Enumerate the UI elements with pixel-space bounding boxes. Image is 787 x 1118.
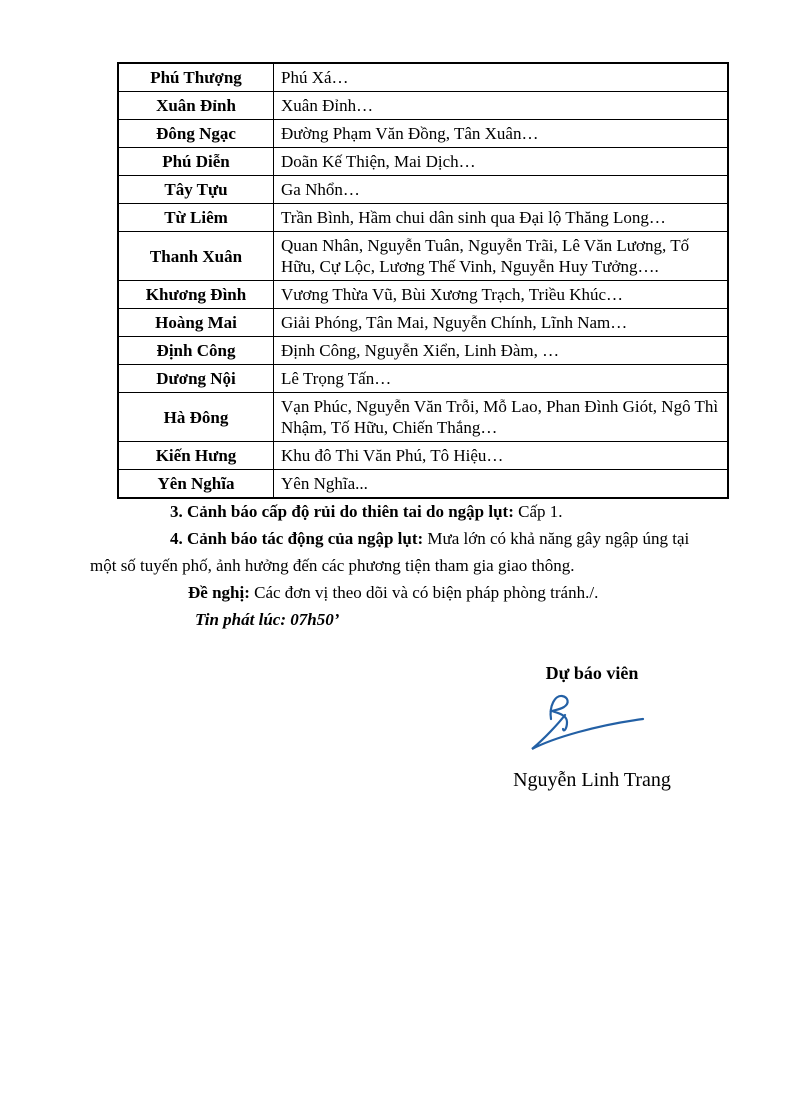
table-row: [118, 470, 728, 499]
table-row: [118, 92, 728, 120]
signer-role: Dự báo viên: [545, 663, 639, 683]
streets-cell: Xuân Đỉnh…: [274, 92, 729, 120]
district-cell: Thanh Xuân: [118, 232, 274, 281]
issued-time-line: [90, 606, 706, 633]
district-cell: Hà Đông: [118, 393, 274, 442]
streets-cell: Đường Phạm Văn Đồng, Tân Xuân…: [274, 120, 729, 148]
impact-paragraph: [90, 525, 706, 579]
table-row: [118, 204, 728, 232]
handwritten-signature-icon: [495, 688, 655, 768]
table-row: [118, 120, 728, 148]
signer-name: Nguyễn Linh Trang: [513, 769, 671, 791]
district-cell: Dương Nội: [118, 365, 274, 393]
district-cell: Yên Nghĩa: [118, 470, 274, 499]
table-row: [118, 232, 728, 281]
streets-cell: Doãn Kế Thiện, Mai Dịch…: [274, 148, 729, 176]
streets-cell: Phú Xá…: [274, 63, 729, 92]
streets-cell: Yên Nghĩa...: [274, 470, 729, 499]
streets-cell: Định Công, Nguyễn Xiển, Linh Đàm, …: [274, 337, 729, 365]
risk-level-label: 3. Cảnh báo cấp độ rủi do thiên tai do ngập lụt:: [170, 502, 514, 521]
table-row: [118, 393, 728, 442]
warning-text-block: [90, 498, 706, 633]
table-row: [118, 148, 728, 176]
district-table-body: [118, 63, 728, 498]
issued-time-text: Tin phát lúc: 07h50’: [195, 610, 340, 629]
impact-text: Mưa lớn có khả năng gây ngập úng tại một số tuyến phố, ảnh hưởng đến các phương tiện tham gia giao thông.: [90, 529, 690, 575]
streets-cell: Quan Nhân, Nguyễn Tuân, Nguyễn Trãi, Lê Văn Lương, Tố Hữu, Cự Lộc, Lương Thế Vinh, Nguyễn Huy Tưởng….: [274, 232, 729, 281]
district-cell: Kiến Hưng: [118, 442, 274, 470]
request-text: Các đơn vị theo dõi và có biện pháp phòng tránh./.: [249, 583, 599, 602]
table-row: [118, 176, 728, 204]
streets-cell: Ga Nhổn…: [274, 176, 729, 204]
district-cell: Phú Diễn: [118, 148, 274, 176]
table-row: [118, 442, 728, 470]
impact-label: 4. Cảnh báo tác động của ngập lụt:: [170, 529, 424, 548]
district-cell: Hoàng Mai: [118, 309, 274, 337]
streets-cell: Giải Phóng, Tân Mai, Nguyễn Chính, Lĩnh Nam…: [274, 309, 729, 337]
district-cell: Từ Liêm: [118, 204, 274, 232]
district-cell: Khương Đình: [118, 281, 274, 309]
district-cell: Đông Ngạc: [118, 120, 274, 148]
table-row: [118, 337, 728, 365]
streets-cell: Khu đô Thi Văn Phú, Tô Hiệu…: [274, 442, 729, 470]
request-paragraph: [90, 579, 706, 606]
signature-block: [462, 662, 722, 792]
streets-cell: Vạn Phúc, Nguyễn Văn Trỗi, Mỗ Lao, Phan Đình Giót, Ngô Thì Nhậm, Tố Hữu, Chiến Thắng…: [274, 393, 729, 442]
streets-cell: Vương Thừa Vũ, Bùi Xương Trạch, Triều Khúc…: [274, 281, 729, 309]
district-cell: Phú Thượng: [118, 63, 274, 92]
request-label: Đề nghị:: [188, 583, 250, 602]
district-cell: Định Công: [118, 337, 274, 365]
district-cell: Xuân Đỉnh: [118, 92, 274, 120]
table-row: [118, 365, 728, 393]
district-street-table: [117, 62, 729, 499]
risk-level-paragraph: [90, 498, 706, 525]
streets-cell: Lê Trọng Tấn…: [274, 365, 729, 393]
streets-cell: Trần Bình, Hầm chui dân sinh qua Đại lộ Thăng Long…: [274, 204, 729, 232]
table-row: [118, 281, 728, 309]
district-cell: Tây Tựu: [118, 176, 274, 204]
table-row: [118, 63, 728, 92]
risk-level-value: Cấp 1.: [513, 502, 563, 521]
table-row: [118, 309, 728, 337]
